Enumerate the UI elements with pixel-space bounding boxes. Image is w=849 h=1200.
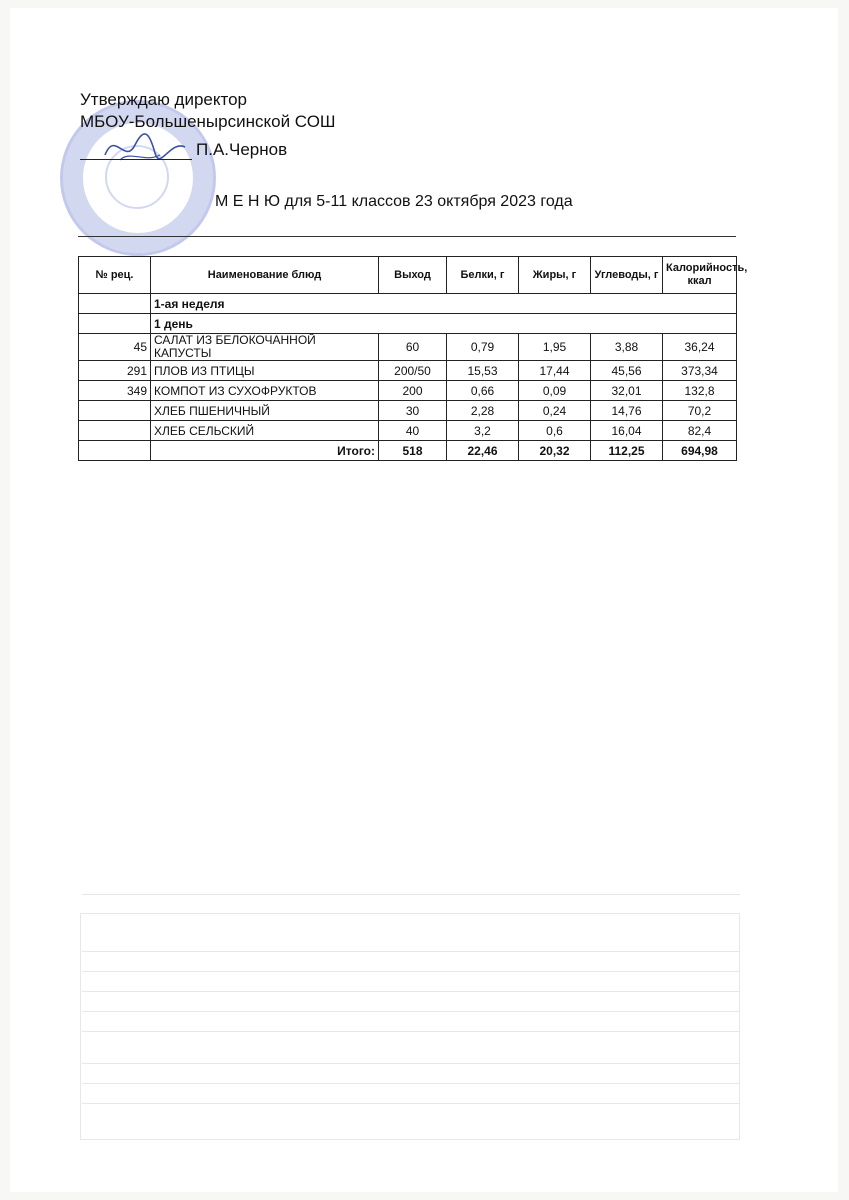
cell-carbs: 14,76 — [591, 401, 663, 421]
header-carbs: Углеводы, г — [591, 257, 663, 294]
cell-carbs: 16,04 — [591, 421, 663, 441]
cell-protein: 2,28 — [447, 401, 519, 421]
cell-kcal: 82,4 — [663, 421, 737, 441]
menu-table — [78, 256, 748, 461]
table-row — [79, 361, 737, 381]
total-protein: 22,46 — [447, 441, 519, 461]
cell-yield: 200 — [379, 381, 447, 401]
table-header-row — [79, 257, 737, 294]
approval-line-school: МБОУ-Большенырсинской СОШ — [80, 112, 336, 131]
table-row — [79, 421, 737, 441]
cell-protein: 0,79 — [447, 334, 519, 361]
cell-fat: 0,6 — [519, 421, 591, 441]
bleed-through-table — [80, 913, 740, 1140]
total-fat: 20,32 — [519, 441, 591, 461]
bleed-through-mirror — [80, 720, 740, 1140]
cell-name: ХЛЕБ СЕЛЬСКИЙ — [151, 421, 379, 441]
cell-name: ХЛЕБ ПШЕНИЧНЫЙ — [151, 401, 379, 421]
cell-fat: 0,24 — [519, 401, 591, 421]
cell-protein: 3,2 — [447, 421, 519, 441]
cell-rec — [79, 421, 151, 441]
total-yield: 518 — [379, 441, 447, 461]
cell-carbs: 32,01 — [591, 381, 663, 401]
week-label: 1-ая неделя — [151, 294, 737, 314]
cell-yield: 40 — [379, 421, 447, 441]
cell-protein: 15,53 — [447, 361, 519, 381]
approval-line-director: П.А.Чернов — [196, 140, 288, 159]
total-carbs: 112,25 — [591, 441, 663, 461]
cell-yield: 200/50 — [379, 361, 447, 381]
signature-line — [80, 159, 192, 160]
header-name: Наименование блюд — [151, 257, 379, 294]
cell-fat: 17,44 — [519, 361, 591, 381]
cell-carbs: 3,88 — [591, 334, 663, 361]
table-row — [79, 401, 737, 421]
cell-kcal: 36,24 — [663, 334, 737, 361]
cell-yield: 30 — [379, 401, 447, 421]
cell-name: САЛАТ ИЗ БЕЛОКОЧАННОЙ КАПУСТЫ — [151, 334, 379, 361]
cell-rec: 45 — [79, 334, 151, 361]
cell-fat: 0,09 — [519, 381, 591, 401]
cell-protein: 0,66 — [447, 381, 519, 401]
cell-kcal: 132,8 — [663, 381, 737, 401]
cell-rec: 291 — [79, 361, 151, 381]
day-row — [79, 314, 737, 334]
cell-rec — [79, 401, 151, 421]
table-row — [79, 381, 737, 401]
table-row — [79, 334, 737, 361]
cell-kcal: 373,34 — [663, 361, 737, 381]
cell-carbs: 45,56 — [591, 361, 663, 381]
total-row — [79, 441, 737, 461]
cell-name: ПЛОВ ИЗ ПТИЦЫ — [151, 361, 379, 381]
week-row — [79, 294, 737, 314]
header-rec: № рец. — [79, 257, 151, 294]
day-label: 1 день — [151, 314, 737, 334]
menu-title: М Е Н Ю для 5-11 классов 23 октября 2023 года — [215, 193, 573, 210]
cell-fat: 1,95 — [519, 334, 591, 361]
header-kcal: Калорийность, ккал — [663, 257, 737, 294]
approval-line-title: Утверждаю директор — [80, 90, 248, 109]
header-protein: Белки, г — [447, 257, 519, 294]
cell-kcal: 70,2 — [663, 401, 737, 421]
cell-rec: 349 — [79, 381, 151, 401]
cell-yield: 60 — [379, 334, 447, 361]
header-yield: Выход — [379, 257, 447, 294]
header-divider — [78, 236, 736, 237]
total-label: Итого: — [151, 441, 379, 461]
total-kcal: 694,98 — [663, 441, 737, 461]
header-fat: Жиры, г — [519, 257, 591, 294]
cell-name: КОМПОТ ИЗ СУХОФРУКТОВ — [151, 381, 379, 401]
